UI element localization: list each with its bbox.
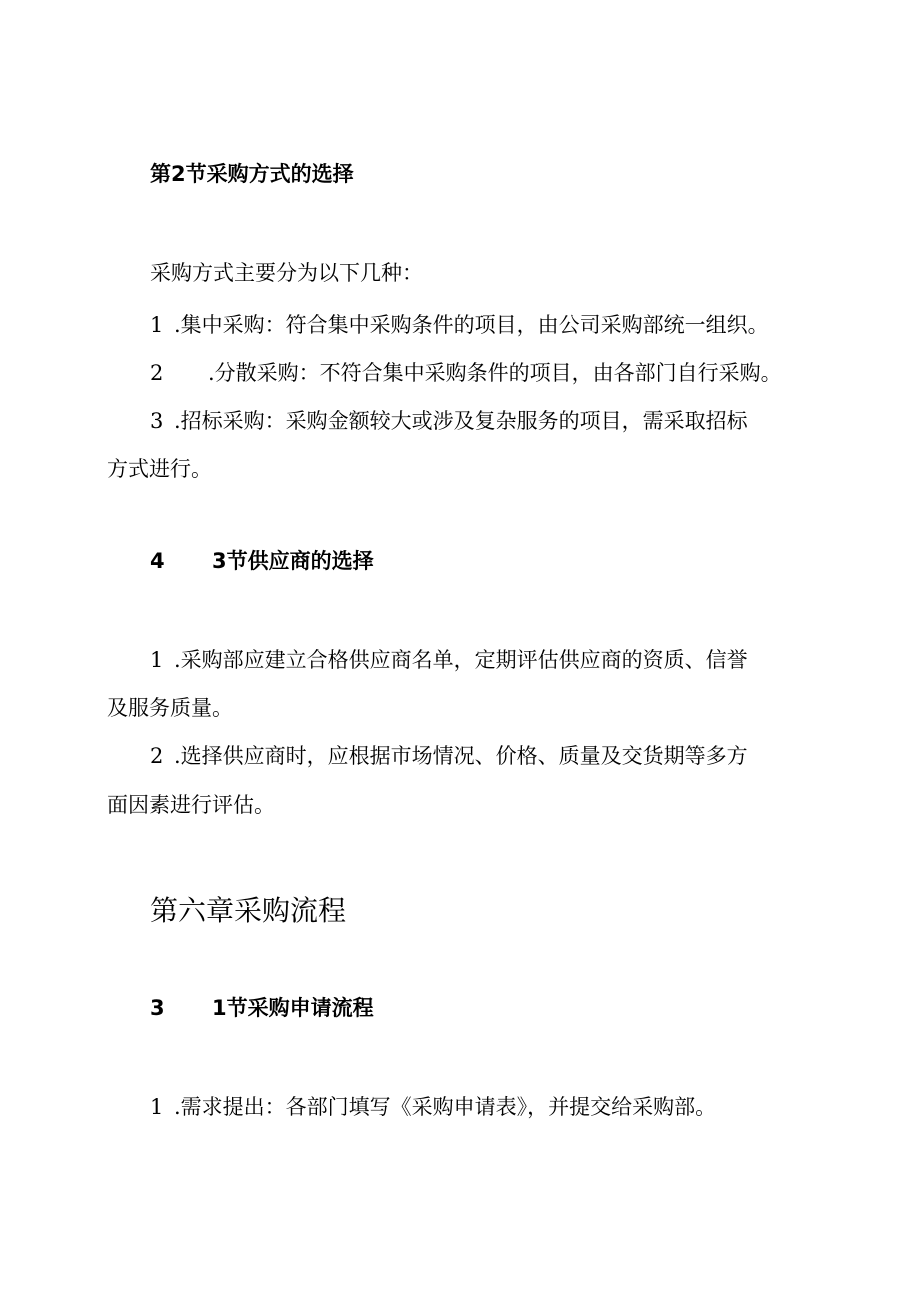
list-item-text: .分散采购：不符合集中采购条件的项目，由各部门自行采购。 bbox=[208, 361, 782, 385]
chapter-heading: 第六章采购流程 bbox=[150, 894, 347, 927]
section-number: 3 bbox=[150, 996, 165, 1020]
list-item bbox=[150, 650, 748, 671]
paragraph-intro: 采购方式主要分为以下几种： bbox=[150, 261, 423, 285]
list-item bbox=[150, 411, 748, 432]
list-item-number: 2 bbox=[150, 361, 164, 385]
list-item-number: 1 bbox=[150, 1095, 164, 1119]
list-item bbox=[150, 746, 748, 767]
section-heading bbox=[150, 551, 374, 572]
list-item-text: .采购部应建立合格供应商名单，定期评估供应商的资质、信誉 bbox=[174, 648, 748, 672]
list-item-text: .选择供应商时，应根据市场情况、价格、质量及交货期等多方 bbox=[174, 744, 748, 768]
list-item bbox=[150, 1097, 716, 1118]
list-item-continuation: 方式进行。 bbox=[107, 457, 212, 481]
section-number: 4 bbox=[150, 549, 165, 573]
list-item-text: .集中采购：符合集中采购条件的项目，由公司采购部统一组织。 bbox=[174, 313, 769, 337]
list-item bbox=[150, 315, 769, 336]
list-item-number: 1 bbox=[150, 648, 164, 672]
section-title: 3节供应商的选择 bbox=[212, 549, 374, 573]
list-item-text: .需求提出：各部门填写《采购申请表》，并提交给采购部。 bbox=[174, 1095, 717, 1119]
list-item-number: 3 bbox=[150, 409, 164, 433]
list-item bbox=[150, 363, 782, 384]
section-title: 1节采购申请流程 bbox=[212, 996, 374, 1020]
list-item-number: 1 bbox=[150, 313, 164, 337]
list-item-continuation: 及服务质量。 bbox=[107, 696, 233, 720]
list-item-continuation: 面因素进行评估。 bbox=[107, 793, 275, 817]
section-heading bbox=[150, 998, 374, 1019]
section-heading: 第2节采购方式的选择 bbox=[150, 162, 354, 186]
list-item-text: .招标采购：采购金额较大或涉及复杂服务的项目，需采取招标 bbox=[174, 409, 748, 433]
list-item-number: 2 bbox=[150, 744, 164, 768]
